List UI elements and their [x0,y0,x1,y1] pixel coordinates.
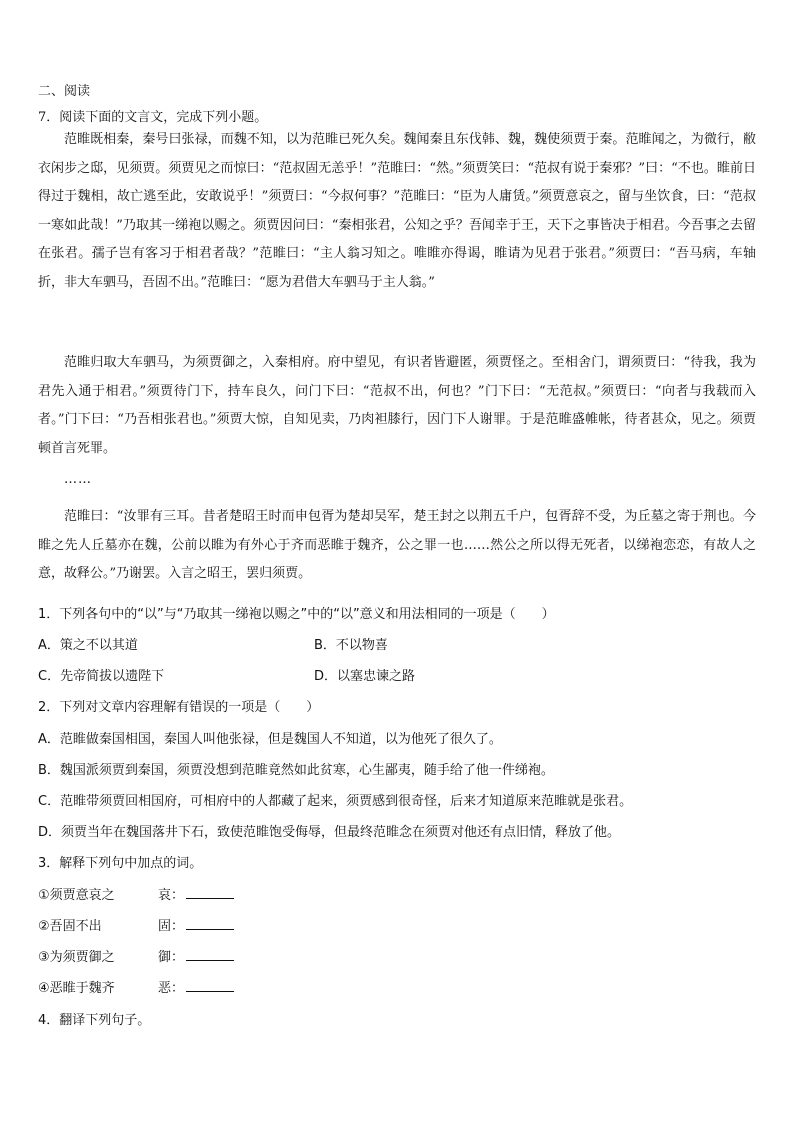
question-2-stem: 2．下列对文章内容理解有错误的一项是（ ） [38,700,320,715]
answer-blank-1[interactable] [186,886,234,899]
passage-paragraph-1: 范睢既相秦，秦号曰张禄，而魏不知，以为范睢已死久矣。魏闻秦且东伐韩、魏，魏使须贾于秦。范睢闻之，为微行，敝衣闲步之邸，见须贾。须贾见之而惊曰：“范叔固无恙乎！”范睢曰：“然。”须贾笑曰：“范叔有说于秦邪？”曰：“不也。睢前日得过于魏相，故亡逃至此，安敢说乎！”须贾曰：“今叔何事？”范睢曰：“臣为人庸赁。”须贾意哀之，留与坐饮食，曰：“范叔一寒如此哉！”乃取其一绨袍以赐之。须贾因问曰：“秦相张君，公知之乎？吾闻幸于王，天下之事皆决于相君。今吾事之去留在张君。孺子岂有客习于相君者哉？”范睢曰：“主人翁习知之。唯睢亦得谒，睢请为见君于张君。”须贾曰：“吾马病，车轴折，非大车驷马，吾固不出。”范睢曰：“愿为君借大车驷马于主人翁。” [38,132,756,290]
question-1-option-d[interactable]: D．以塞忠谏之路 [314,669,416,684]
question-3-word-1: 哀： [158,884,234,903]
passage-paragraph-3: 范睢曰：“汝罪有三耳。昔者楚昭王时而申包胥为楚却吴军，楚王封之以荆五千户，包胥辞不受，为丘墓之寄于荆也。今睢之先人丘墓亦在魏，公前以睢为有外心于齐而恶睢于魏齐，公之罪一也……然公之所以得无死者，以绨袍恋恋，有故人之意，故释公。”乃谢罢。入言之昭王，罢归须贾。 [38,509,756,581]
question-3-stem: 3．解释下列句中加点的词。 [38,856,203,871]
question-7-heading: 7．阅读下面的文言文，完成下列小题。 [38,110,268,125]
question-2-option-a[interactable]: A．范睢做秦国相国，秦国人叫他张禄，但是魏国人不知道，以为他死了很久了。 [38,732,502,747]
question-1-option-a[interactable]: A．策之不以其道 [38,638,138,653]
question-3-sentence-1: ①须贾意哀之 [38,888,115,903]
question-2-option-c[interactable]: C．范睢带须贾回相国府，可相府中的人都藏了起来，须贾感到很奇怪，后来才知道原来范睢就是张君。 [38,794,633,809]
section-title: 二、阅读 [38,84,91,99]
question-1-option-c[interactable]: C．先帝简拔以遗陛下 [38,669,165,684]
answer-blank-3[interactable] [186,948,234,961]
question-1-option-b[interactable]: B．不以物喜 [314,638,388,653]
question-3-sentence-2: ②吾固不出 [38,919,102,934]
question-3-sentence-3: ③为须贾御之 [38,950,115,965]
passage-ellipsis: …… [64,472,92,487]
question-3-sentence-4: ④恶睢于魏齐 [38,981,115,996]
question-3-word-3: 御： [158,946,234,965]
question-2-option-b[interactable]: B．魏国派须贾到秦国，须贾没想到范睢竟然如此贫寒，心生鄙夷，随手给了他一件绨袍。 [38,763,554,778]
question-3-word-4: 恶： [158,977,234,996]
question-2-option-d[interactable]: D．须贾当年在魏国落井下石，致使范睢饱受侮辱，但最终范睢念在须贾对他还有点旧情，释放了他。 [38,825,621,840]
question-3-word-2: 固： [158,915,234,934]
passage-paragraph-2: 范睢归取大车驷马，为须贾御之，入秦相府。府中望见，有识者皆避匿，须贾怪之。至相舍门，谓须贾曰：“待我，我为君先入通于相君。”须贾待门下，持车良久，问门下曰：“范叔不出，何也？”门下曰：“无范叔。”须贾曰：“向者与我载而入者。”门下曰：“乃吾相张君也。”须贾大惊，自知见卖，乃肉袒膝行，因门下人谢罪。于是范睢盛帷帐，待者甚众，见之。须贾顿首言死罪。 [38,355,756,456]
question-1-stem: 1．下列各句中的“以”与“乃取其一绨袍以赐之”中的“以”意义和用法相同的一项是（ ） [38,607,555,622]
answer-blank-4[interactable] [186,979,234,992]
answer-blank-2[interactable] [186,917,234,930]
question-4-stem: 4．翻译下列句子。 [38,1013,151,1028]
